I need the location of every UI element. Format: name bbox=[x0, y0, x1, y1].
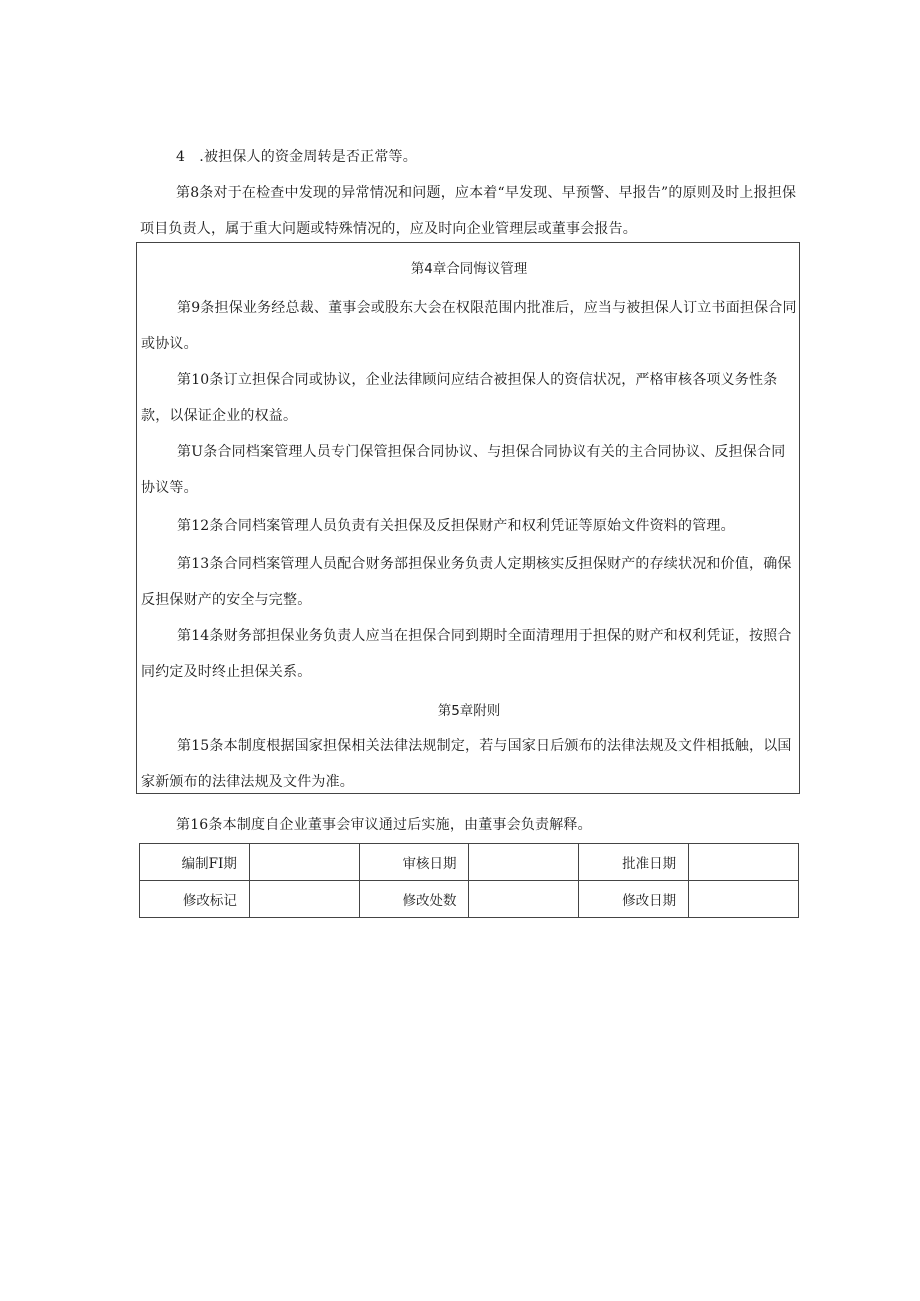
label-revision-mark: 修改标记 bbox=[140, 881, 250, 918]
article-11: 第U条合同档案管理人员专门保管担保合同协议、与担保合同协议有关的主合同协议、反担保合同协议等。 bbox=[141, 444, 786, 496]
chapter-box bbox=[136, 242, 800, 794]
article-16: 第16条本制度自企业董事会审议通过后实施，由董事会负责解释。 bbox=[176, 817, 592, 833]
table-row bbox=[140, 844, 799, 881]
label-approve-date: 批准日期 bbox=[579, 844, 689, 881]
label-revision-count: 修改处数 bbox=[359, 881, 469, 918]
value-compile-date bbox=[249, 844, 359, 881]
paragraph-item-4: 4 .被担保人的资金周转是否正常等。 bbox=[176, 149, 417, 165]
paragraph-article-8: 第8条对于在检查中发现的异常情况和问题，应本着“早发现、早预警、早报告”的原则及时上报担保项目负责人，属于重大问题或特殊情况的，应及时向企业管理层或董事会报告。 bbox=[140, 185, 797, 237]
article-12: 第12条合同档案管理人员负责有关担保及反担保财产和权利凭证等原始文件资料的管理。 bbox=[177, 518, 735, 534]
label-review-date: 审核日期 bbox=[359, 844, 469, 881]
article-13: 第13条合同档案管理人员配合财务部担保业务负责人定期核实反担保财产的存续状况和价值，确保反担保财产的安全与完整。 bbox=[141, 556, 792, 608]
value-revision-count bbox=[469, 881, 579, 918]
value-approve-date bbox=[689, 844, 799, 881]
value-revision-date bbox=[689, 881, 799, 918]
label-revision-date: 修改日期 bbox=[579, 881, 689, 918]
article-14: 第14条财务部担保业务负责人应当在担保合同到期时全面清理用于担保的财产和权利凭证，按照合同约定及时终止担保关系。 bbox=[141, 628, 792, 680]
label-compile-date: 编制FI期 bbox=[140, 844, 250, 881]
article-9: 第9条担保业务经总裁、董事会或股东大会在权限范围内批准后，应当与被担保人订立书面担保合同或协议。 bbox=[141, 300, 797, 352]
value-review-date bbox=[469, 844, 579, 881]
chapter-5-heading: 第5章附则 bbox=[437, 703, 501, 719]
article-15: 第15条本制度根据国家担保相关法律法规制定，若与国家日后颁布的法律法规及文件相抵触，以国家新颁布的法律法规及文件为准。 bbox=[141, 738, 792, 790]
chapter-4-heading: 第4章合同悔议管理 bbox=[410, 261, 528, 277]
article-10: 第10条订立担保合同或协议，企业法律顾问应结合被担保人的资信状况，严格审核各项义务性条款，以保证企业的权益。 bbox=[141, 372, 778, 424]
table-row bbox=[140, 881, 799, 918]
meta-table bbox=[139, 843, 799, 918]
value-revision-mark bbox=[249, 881, 359, 918]
